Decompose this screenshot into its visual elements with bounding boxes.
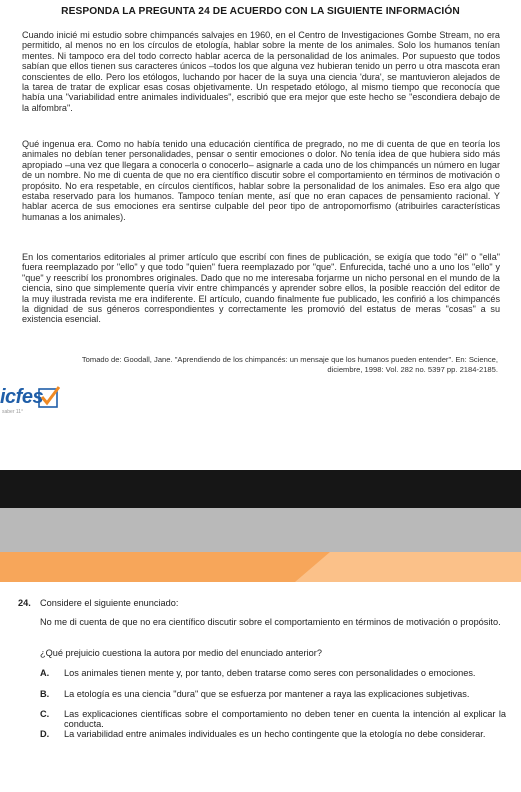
orange-band (0, 552, 521, 582)
section-heading: RESPONDA LA PREGUNTA 24 DE ACUERDO CON LA SIGUIENTE INFORMACIÓN (61, 6, 460, 17)
option-b-letter: B. (40, 689, 50, 699)
citation (40, 355, 498, 374)
option-c-letter: C. (40, 709, 50, 719)
question-number: 24. (18, 598, 31, 608)
option-a-letter: A. (40, 668, 50, 678)
logo-text: icfes (0, 386, 44, 408)
paragraph-2: Qué ingenua era. Como no había tenido una educación científica de pregrado, no me di cuenta de que en teoría los animales no debían tener personalidades, pensar o sentir emociones o dolor. No tenía idea de que hubiera sido más apropiado –una vez que llegara a conocerla o conocerlo– asignarle a cada uno de los chimpancés un número en lugar de un nombre. No me di cuenta de que no era científico discutir sobre el comportamiento en términos de motivación o propósito. No era respetable, en círculos científicos, hablar sobre la personalidad de los animales. Eso era algo que estaba reservado para los humanos. Tampoco tenían mente, así que no eran capaces de pensamiento racional. Y hablar acerca de sus emociones era sentirse culpable del peor tipo de antropomorfismo (atribuirles características humanas a los animales). (22, 139, 500, 222)
question-quote: No me di cuenta de que no era científico discutir sobre el comportamiento en términos de motivación o propósito. (40, 617, 501, 627)
icfes-logo (0, 386, 80, 426)
question-stem: Considere el siguiente enunciado: (40, 598, 179, 608)
question-block (0, 582, 521, 792)
paragraph-3: En los comentarios editoriales al primer artículo que escribí con fines de publicación, se exigía que todo "él" o "ella" fuera reemplazado por "ello" y que todo "quien" fuera reemplazado por "que". Enfurecida, taché uno a uno los "ello" y "que" y reescribí los pronombres originales. Dado que no me interesaba forjarme un nicho personal en el mundo de la ciencia, sino que simplemente quería vivir entre chimpancés y aprender sobre ellos, la posible reacción del editor de la muy ilustrada revista me era indiferente. El artículo, cuando finalmente fue publicado, les confirió a los chimpancés la dignidad de sus géneros correspondientes y correctamente les promovió del estatus de meras "cosas" a su existencia esencial. (22, 252, 500, 325)
gray-band (0, 508, 521, 552)
logo-subtitle: saber 11° (2, 409, 24, 415)
question-ask: ¿Qué prejuicio cuestiona la autora por medio del enunciado anterior? (40, 648, 322, 658)
paragraph-1: Cuando inicié mi estudio sobre chimpancés salvajes en 1960, en el Centro de Investigaciones Gombe Stream, no era permitido, al menos no en los círculos de etología, hablar sobre la mente de los animales. Solo los humanos tenían mentes. Ni tampoco era del todo correcto hablar acerca de la personalidad de los animales. Por supuesto que todos sabían que ellos tienen sus caracteres únicos –todos los que alguna vez hubieran tenido un perro u otra mascota eran conscientes de ello. Pero los etólogos, luchando por hacer de la suya una ciencia 'dura', se mantuvieron alejados de la tarea de tratar de explicar esas cosas objetivamente. Un respetado etólogo, al mismo tiempo que reconocía que había una "variabilidad entre animales individuales", escribió que era mejor que este hecho se "escondiera debajo de la alfombra". (22, 30, 500, 113)
option-c-text: Las explicaciones científicas sobre el comportamiento no deben tener en cuenta la intención al explicar la conducta. (64, 709, 506, 729)
option-a-text: Los animales tienen mente y, por tanto, deben tratarse como seres con personalidades o emociones. (64, 668, 476, 678)
option-b-text: La etología es una ciencia "dura" que se esfuerza por mantener a raya las explicaciones subjetivas. (64, 689, 470, 699)
option-d-letter: D. (40, 729, 50, 739)
dark-band (0, 470, 521, 508)
option-d-text: La variabilidad entre animales individuales es un hecho contingente que la etología no debe considerar. (64, 729, 486, 739)
checkmark-icon (38, 386, 60, 408)
citation-line-1: Tomado de: Goodall, Jane. "Aprendiendo de los chimpancés: un mensaje que los humanos pueden entender". En: Science, (81, 355, 498, 364)
citation-line-2: diciembre, 1998: Vol. 282 no. 5397 pp. 2184-2185. (327, 364, 498, 374)
orange-stripe-shape (0, 552, 521, 582)
